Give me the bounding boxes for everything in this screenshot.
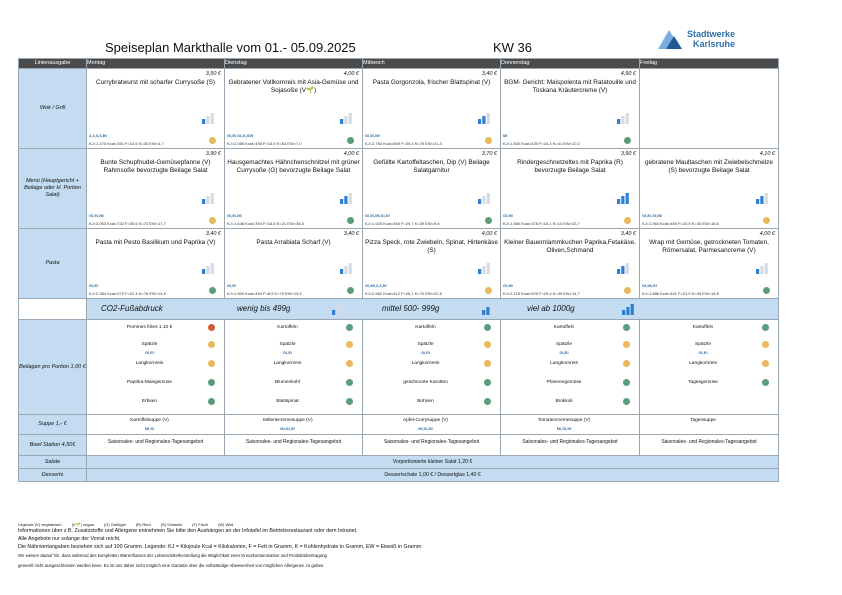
soup-name: Tomatencremesuppe (V) <box>537 418 591 423</box>
co2-indicator <box>617 111 630 129</box>
legend-item: (W) Wild <box>217 522 234 527</box>
side-dish: Langkornreis <box>135 361 164 366</box>
traffic-light-dot <box>346 398 353 405</box>
traffic-light-dot <box>485 287 492 294</box>
traffic-light-dot <box>346 341 353 348</box>
traffic-light-dot <box>624 217 631 224</box>
bowl-offer: Saisonales- und Regionales-Tagesangebot <box>522 439 618 445</box>
meal-row <box>19 149 779 229</box>
menu-table <box>18 58 779 482</box>
co2-indicator <box>756 191 769 209</box>
co2-bars-icon <box>202 111 215 124</box>
co2-bars-icon <box>332 302 345 315</box>
co2-indicator <box>617 261 630 279</box>
meal-price: 3,90 € <box>205 151 221 157</box>
meal-price: 4,90 € <box>620 71 636 77</box>
column-header-day: Mittwoch <box>363 59 501 69</box>
footer-line: Informationen über z.B. Zusatzstoffe und Allergene entnehmen Sie bitte den Aushängen an der Infotafel im Betriebsrestaurant oder dem Intranet. <box>18 528 358 534</box>
traffic-light-dot <box>762 379 769 386</box>
side-dish: Spätzle <box>141 342 158 347</box>
page-title: Speiseplan Markthalle vom 01.- 05.09.2025 <box>105 40 356 55</box>
co2-bars-icon <box>482 302 495 315</box>
column-header-day: Montag <box>87 59 225 69</box>
meal-allergens: Gl,Ei,Ml <box>227 213 242 218</box>
legend-item: (S) Schwein <box>160 522 183 527</box>
logo-text-line2: Karlsruhe <box>693 39 736 49</box>
traffic-light-dot <box>347 137 354 144</box>
category-label: Salate <box>19 456 87 469</box>
side-dish: Kartoffeln <box>415 325 436 330</box>
sides-cell <box>363 320 501 415</box>
co2-indicator <box>340 191 353 209</box>
meal-cell <box>501 229 640 299</box>
meal-cell <box>87 149 225 229</box>
soup-allergens: Ml,Sl,Sf <box>418 426 433 431</box>
side-dish: Tagesgemüse <box>688 380 718 385</box>
traffic-light-dot <box>623 379 630 386</box>
traffic-light-dot <box>208 324 215 331</box>
co2-bars-icon <box>202 191 215 204</box>
meal-price: 4,00 € <box>759 231 775 237</box>
co2-indicator <box>202 191 215 209</box>
side-dish: Spätzle <box>556 342 572 347</box>
side-dish-allergens: Gl,Ei <box>559 350 569 355</box>
side-dish: Spätzle <box>695 342 711 347</box>
co2-bars-icon <box>617 191 630 204</box>
stadtwerke-logo <box>657 26 757 52</box>
soup-row <box>19 415 779 435</box>
legend-item: (R) Rind <box>135 522 151 527</box>
side-dish: Langkornreis <box>689 361 717 366</box>
meal-allergens: Ml <box>503 133 508 138</box>
side-dish: Pommes frites 1,10 € <box>126 325 173 330</box>
side-dish: Langkornreis <box>273 361 302 366</box>
meal-price: 4,00 € <box>481 231 497 237</box>
salad-row <box>19 456 779 469</box>
category-label: Pasta <box>19 229 87 299</box>
side-dish-allergens: Gl,Ei <box>420 350 431 355</box>
traffic-light-dot <box>484 379 491 386</box>
meal-name: Currybratwurst mit scharfer Currysoße (S) <box>96 79 215 86</box>
side-dish: Brokkoli <box>555 399 573 404</box>
traffic-light-dot <box>208 398 215 405</box>
traffic-light-dot <box>623 398 630 405</box>
traffic-light-dot <box>484 398 491 405</box>
column-header-day: Freitag <box>640 59 779 69</box>
meal-cell <box>501 149 640 229</box>
meal-name: gebratene Maultaschen mit Zwiebelschmelze (S) bevorzugte Beilage Salat <box>645 159 773 174</box>
co2-bars-icon <box>478 191 491 204</box>
meal-nutrition: KJ=1.580 Kcal=378 F=16,1 K=10 EW=43,7 <box>503 221 580 226</box>
traffic-light-dot <box>484 360 491 367</box>
bowl-cell <box>501 435 640 456</box>
soup-cell <box>501 415 640 435</box>
column-header-day: Donnerstag <box>501 59 640 69</box>
bowl-offer: Saisonales- und Regionales-Tagesangebot <box>245 439 342 445</box>
footer-line: Wir weisen darauf hin, dass während des kompletten Warenflusses der Lebensmittelherstellung die Möglichkeit einer Kreuzkontamination und Produktübertragung <box>18 553 327 558</box>
meal-allergens: Gl,Ml,2,3,Sf <box>365 283 387 288</box>
co2-high-icon <box>622 302 635 320</box>
co2-blank-cell <box>19 299 87 320</box>
sides-cell <box>87 320 225 415</box>
category-label: Suppe 1,- € <box>19 415 87 435</box>
meal-name: Bunte Schupfnudel-Gemüsepfanne (V) Rahmsoße bevorzugte Beilage Salat <box>100 159 211 174</box>
soup-cell <box>87 415 225 435</box>
meal-price: 4,00 € <box>343 151 359 157</box>
bowl-cell <box>87 435 225 456</box>
co2-indicator <box>756 261 769 279</box>
soup-cell <box>363 415 501 435</box>
co2-mid-icon <box>482 302 495 320</box>
traffic-light-dot <box>346 324 353 331</box>
footer-line: Die Nährwertangaben beziehen sich auf 100 Gramm. Legende: KJ = Kilojoule Kcal = Kilokalorien, F = Fett in Gramm, K = Kohlenhydrate in Gramm, EW = Eiweiß in Gramm <box>18 544 422 550</box>
bowl-row <box>19 435 779 456</box>
meal-name: Rindergeschnetzeltes mit Paprika (R) bevorzugte Beilage Salat <box>517 159 623 174</box>
category-label: Menü (Hauptgericht + Beilage oder kl. Portion Salat) <box>19 149 87 229</box>
meal-cell <box>363 69 501 149</box>
side-dish-allergens: Gl,Ei <box>282 350 293 355</box>
soup-name: Selleriecremesuppe (V) <box>262 418 313 423</box>
meal-nutrition: KJ=1.900 Kcal=454 F=8,9 K=79 EW=13,5 <box>227 291 302 296</box>
traffic-light-dot <box>485 217 492 224</box>
co2-indicator <box>478 261 491 279</box>
side-dish: geschmorte Karotten <box>403 380 448 385</box>
logo-mountain-icon <box>657 28 683 50</box>
meal-allergens: Gl,Ml <box>503 213 513 218</box>
sides-cell <box>640 320 779 415</box>
soup-allergens: Ml,Sl <box>144 426 155 431</box>
legend-item: Legende (V) vegetarisch <box>18 522 62 527</box>
soup-cell <box>640 415 779 435</box>
traffic-light-dot <box>623 341 630 348</box>
traffic-light-dot <box>347 287 354 294</box>
co2-indicator <box>617 191 630 209</box>
bowl-cell <box>640 435 779 456</box>
side-dish: Erbsen <box>141 399 158 404</box>
footer-line: Alle Angebote nur solange der Vorrat reicht. <box>18 536 121 542</box>
meal-price: 4,00 € <box>343 71 359 77</box>
logo-text-line1: Stadtwerke <box>687 29 736 39</box>
side-dish: Pfannengemüse <box>546 380 582 385</box>
meal-name: Hausgemachtes Hähnchenschnitzel mit grüner Currysoße (G) bevorzugte Beilage Salat <box>227 159 360 174</box>
traffic-light-dot <box>209 137 216 144</box>
meal-allergens: Gl,Ml <box>503 283 513 288</box>
side-dish: Kartoffeln <box>277 325 298 330</box>
soup-name: Kartoffelsuppe (V) <box>130 418 169 423</box>
meal-price: 3,40 € <box>343 231 359 237</box>
bowl-cell <box>363 435 501 456</box>
meal-cell <box>363 229 501 299</box>
meal-allergens: Gl,Ei <box>89 283 99 288</box>
sides-cell <box>225 320 363 415</box>
soup-allergens: Ml,Sl,Sf <box>280 426 295 431</box>
co2-low-label: wenig bis 499g <box>237 304 291 313</box>
header-row <box>19 59 779 69</box>
traffic-light-dot <box>208 360 215 367</box>
diet-legend <box>18 522 243 527</box>
traffic-light-dot <box>485 137 492 144</box>
meal-cell <box>225 69 363 149</box>
meal-name: Gebratener Vollkornreis mit Asia-Gemüse und Sojasoße (V🌱) <box>228 79 359 94</box>
side-dish: Paprika-Maisgemüse <box>126 380 173 385</box>
meal-price: 3,70 € <box>481 151 497 157</box>
side-dish: Blattspinat <box>276 399 299 404</box>
meal-allergens: Gl,Ei,Sl,ZI,SW <box>227 133 254 138</box>
traffic-light-dot <box>346 360 353 367</box>
meal-cell <box>640 69 779 149</box>
traffic-light-dot <box>484 341 491 348</box>
co2-bars-icon <box>756 191 769 204</box>
meal-row <box>19 69 779 149</box>
meal-nutrition: KJ=3.063 Kcal=732 F=39,6 K=73 EW=17,7 <box>89 221 166 226</box>
soup-allergens: Ml,Sl,Sf <box>556 426 572 431</box>
co2-bars-icon <box>478 111 491 124</box>
footer-line: generell nicht ausgeschlossen werden kann. Es ist uns daher nicht möglich eine Garantie über die vollständige Abwesenheit von möglichen Allergenen zu geben. <box>18 563 325 568</box>
meal-row <box>19 229 779 299</box>
meal-allergens: Gl,Ei <box>227 283 237 288</box>
meal-nutrition: KJ=1.648 Kcal=394 F=16,6 K=21 EW=38,5 <box>227 221 304 226</box>
meal-allergens: Gl,Ei,Ml <box>365 133 380 138</box>
traffic-light-dot <box>624 287 631 294</box>
side-dish: Blumenkohl <box>274 380 301 385</box>
traffic-light-dot <box>762 324 769 331</box>
meal-nutrition: KJ=1.886 Kcal=451 F=21,0 K=49 EW=14,8 <box>642 291 719 296</box>
meal-name: Pasta Arrabiata Scharf (V) <box>256 239 331 246</box>
meal-nutrition: KJ=2.215 Kcal=529 F=29,4 K=49 EW=14,7 <box>503 291 580 296</box>
meal-price: 3,40 € <box>205 231 221 237</box>
meal-name: Gefüllte Kartoffeltaschen, Dip (V) Beilage Salatgarnitur <box>373 159 490 174</box>
co2-bars-icon <box>622 302 635 315</box>
meal-price: 3,40 € <box>620 231 636 237</box>
side-dish-allergens: Gl,Ei <box>698 350 708 355</box>
traffic-light-dot <box>209 217 216 224</box>
meal-nutrition: KJ=2.760 Kcal=659 F=30,3 K=75 EW=21,3 <box>365 141 442 146</box>
category-label: Bowl Station 4,50€ <box>19 435 87 456</box>
side-dish-allergens: Gl,Ei <box>144 350 155 355</box>
meal-price: 3,40 € <box>481 71 497 77</box>
meal-cell <box>363 149 501 229</box>
traffic-light-dot <box>347 217 354 224</box>
co2-legend-row <box>19 299 779 320</box>
meal-price: 3,50 € <box>205 71 221 77</box>
meal-nutrition: KJ=2.085 Kcal=498 F=15,9 K=63 EW=7,0 <box>227 141 302 146</box>
dessert-offer: Dessertschale 1,00 € / Dessertglas 1,40 € <box>87 469 779 482</box>
co2-title: CO2-Fußabdruck <box>101 304 163 313</box>
co2-bars-icon <box>478 261 491 274</box>
side-dish: Spätzle <box>279 342 296 347</box>
meal-allergens: Gl,Ei,Sf,Ml <box>642 213 662 218</box>
meal-name: Pasta Gorgonzola, frischer Blattspinat (V) <box>372 79 491 86</box>
legend-item: (G) Geflügel <box>103 522 126 527</box>
meal-cell <box>501 69 640 149</box>
dessert-row <box>19 469 779 482</box>
co2-mid-label: mittel 500- 999g <box>382 304 440 313</box>
co2-bars-icon <box>756 261 769 274</box>
traffic-light-dot <box>624 137 631 144</box>
traffic-light-dot <box>762 341 769 348</box>
traffic-light-dot <box>208 341 215 348</box>
co2-high-label: viel ab 1000g <box>527 304 575 313</box>
traffic-light-dot <box>209 287 216 294</box>
side-dish: Langkornreis <box>411 361 440 366</box>
meal-name: Wrap mit Gemüse, getrockneten Tomaten, Römersalat, Parmesancreme (V) <box>649 239 769 254</box>
side-dish: Langkornreis <box>550 361 578 366</box>
meal-nutrition: KJ=1.800 Kcal=430 F=24,4 K=41 EW=10,2 <box>503 141 580 146</box>
co2-bars-icon <box>340 191 353 204</box>
salad-offer: Vorportionierte kleiner Salat 1,20 € <box>87 456 779 469</box>
meal-cell <box>87 229 225 299</box>
meal-nutrition: KJ=1.964 Kcal=469 F=23,9 K=40 EW=18,6 <box>642 221 719 226</box>
meal-nutrition: KJ=1.925 Kcal=460 F=29,7 K=39 EW=9,6 <box>365 221 440 226</box>
bowl-offer: Saisonales- und Regionales-Tagesangebot <box>107 439 204 445</box>
soup-name: Apfel-Currysuppe (V) <box>402 418 449 423</box>
menu-table-body <box>19 59 779 482</box>
side-dish: Kartoffeln <box>553 325 575 330</box>
meal-name: Pasta mit Pesto Basilikum und Paprika (V) <box>95 239 216 246</box>
side-dish: Bohnen <box>417 399 434 404</box>
side-dish: Spätzle <box>417 342 434 347</box>
co2-bars-icon <box>617 261 630 274</box>
legend-item: (F) Fisch <box>192 522 208 527</box>
traffic-light-dot <box>208 379 215 386</box>
meal-allergens: Gl,Ei,Ml <box>89 213 104 218</box>
meal-cell <box>225 229 363 299</box>
bowl-cell <box>225 435 363 456</box>
meal-name: Kleiner Bauernlammkuchen Paprika,Fetakäse, Oliven,Schmand <box>504 239 636 254</box>
traffic-light-dot <box>623 360 630 367</box>
traffic-light-dot <box>623 324 630 331</box>
sides-cell <box>501 320 640 415</box>
meal-price: 4,10 € <box>759 151 775 157</box>
traffic-light-dot <box>346 379 353 386</box>
co2-bars-icon <box>617 111 630 124</box>
co2-low-icon <box>332 302 345 320</box>
meal-name: Pizza Speck, rote Zwiebeln, Spinat, Hirtenkäse (S) <box>365 239 498 254</box>
bowl-offer: Saisonales- und Regionales-Tagesangebot <box>383 439 480 445</box>
category-label: Wok / Grill <box>19 69 87 149</box>
co2-indicator <box>478 191 491 209</box>
co2-bars-icon <box>202 261 215 274</box>
co2-indicator <box>478 111 491 129</box>
meal-name: BGM- Gericht: Maispolenta mit Ratatouille und Toskana Kräutercreme (V) <box>504 79 636 94</box>
meal-cell <box>640 149 779 229</box>
meal-nutrition: KJ=2.562 Kcal=612 F=26,1 K=70 EW=22,6 <box>365 291 442 296</box>
column-header-line: Linienausgabe <box>19 59 87 69</box>
meal-allergens: 2,3,5,S,Bi <box>89 133 107 138</box>
meal-cell <box>225 149 363 229</box>
side-dish: Kartoffeln <box>692 325 714 330</box>
co2-bars-icon <box>340 261 353 274</box>
co2-indicator <box>340 261 353 279</box>
sides-row <box>19 320 779 415</box>
category-label: Desserts <box>19 469 87 482</box>
traffic-light-dot <box>763 287 770 294</box>
bowl-offer: Saisonales- und Regionales-Tagesangebot <box>661 439 757 445</box>
meal-cell <box>640 229 779 299</box>
soup-cell <box>225 415 363 435</box>
co2-indicator <box>340 111 353 129</box>
co2-bars-icon <box>340 111 353 124</box>
meal-nutrition: KJ=1.470 Kcal=351 F=14,5 K=30 EW=4,7 <box>89 141 164 146</box>
legend-item: (V🌱) vegan <box>71 522 94 527</box>
meal-nutrition: KJ=2.384 Kcal=570 F=22,4 K=76 EW=14,5 <box>89 291 166 296</box>
co2-indicator <box>202 261 215 279</box>
traffic-light-dot <box>763 217 770 224</box>
meal-allergens: Gl,Ei,Ml,Sl,Sf <box>365 213 390 218</box>
meal-cell <box>87 69 225 149</box>
meal-price: 3,90 € <box>620 151 636 157</box>
traffic-light-dot <box>484 324 491 331</box>
co2-legend-cell <box>87 299 779 320</box>
category-label: Beilagen pro Portion 1,00 € <box>19 320 87 415</box>
meal-allergens: Gl,Ml,Sf <box>642 283 657 288</box>
week-label: KW 36 <box>493 40 533 55</box>
co2-indicator <box>202 111 215 129</box>
soup-name: Tagessuppe <box>690 418 716 423</box>
traffic-light-dot <box>762 360 769 367</box>
column-header-day: Dienstag <box>225 59 363 69</box>
